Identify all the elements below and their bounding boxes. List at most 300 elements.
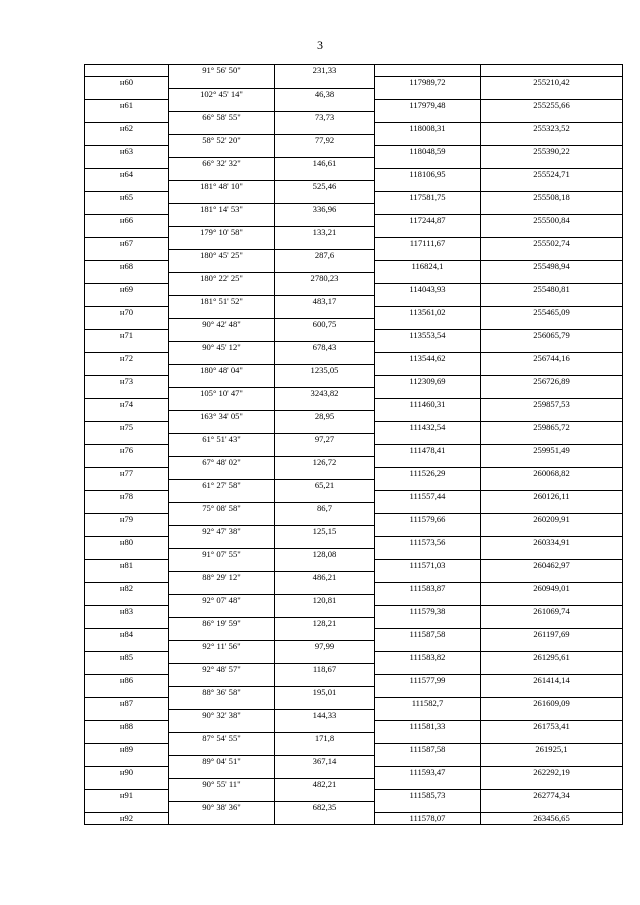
y-coordinate-cell: 262292,19: [481, 767, 623, 779]
length-cell: 120,81: [275, 594, 375, 606]
empty-cell: [375, 640, 481, 652]
empty-cell: [275, 307, 375, 319]
empty-cell: [275, 537, 375, 549]
empty-cell: [481, 157, 623, 169]
angle-cell: 163° 34' 05": [169, 410, 275, 422]
empty-cell: [85, 617, 169, 629]
table-row-side: [85, 548, 623, 560]
empty-cell: [481, 111, 623, 123]
length-cell: 600,75: [275, 318, 375, 330]
angle-cell: 88° 29' 12": [169, 571, 275, 583]
empty-cell: [169, 307, 275, 319]
angle-cell: 92° 07' 48": [169, 594, 275, 606]
empty-cell: [85, 134, 169, 146]
angle-cell: 179° 10' 58": [169, 226, 275, 238]
empty-cell: [275, 376, 375, 388]
empty-cell: [275, 583, 375, 595]
angle-cell: 91° 56' 50": [169, 65, 275, 77]
angle-cell: 91° 07' 55": [169, 548, 275, 560]
empty-cell: [169, 146, 275, 158]
empty-cell: [85, 364, 169, 376]
x-coordinate-cell: 111581,33: [375, 721, 481, 733]
empty-cell: [275, 445, 375, 457]
empty-cell: [275, 698, 375, 710]
empty-cell: [375, 111, 481, 123]
length-cell: 287,6: [275, 249, 375, 261]
table-row-side: [85, 364, 623, 376]
point-name-cell: н64: [85, 169, 169, 181]
point-name-cell: н84: [85, 629, 169, 641]
point-name-cell: н79: [85, 514, 169, 526]
table-row-point: [85, 284, 623, 296]
empty-cell: [275, 721, 375, 733]
empty-cell: [85, 295, 169, 307]
point-name-cell: н83: [85, 606, 169, 618]
length-cell: 482,21: [275, 778, 375, 790]
coordinates-table-body: [85, 65, 623, 825]
empty-cell: [169, 468, 275, 480]
length-cell: 3243,82: [275, 387, 375, 399]
empty-cell: [275, 77, 375, 89]
y-coordinate-cell: 261197,69: [481, 629, 623, 641]
table-row-point: [85, 215, 623, 227]
empty-cell: [169, 675, 275, 687]
empty-cell: [481, 548, 623, 560]
point-name-cell: н74: [85, 399, 169, 411]
table-row-side: [85, 410, 623, 422]
empty-cell: [275, 790, 375, 802]
empty-cell: [375, 801, 481, 813]
empty-cell: [375, 65, 481, 77]
empty-cell: [169, 399, 275, 411]
empty-cell: [481, 778, 623, 790]
table-row-side: [85, 249, 623, 261]
length-cell: 65,21: [275, 479, 375, 491]
empty-cell: [169, 560, 275, 572]
x-coordinate-cell: 117244,87: [375, 215, 481, 227]
empty-cell: [169, 169, 275, 181]
length-cell: 195,01: [275, 686, 375, 698]
empty-cell: [275, 169, 375, 181]
point-name-cell: н86: [85, 675, 169, 687]
empty-cell: [85, 180, 169, 192]
empty-cell: [275, 652, 375, 664]
empty-cell: [85, 249, 169, 261]
length-cell: 126,72: [275, 456, 375, 468]
empty-cell: [85, 548, 169, 560]
empty-cell: [481, 203, 623, 215]
x-coordinate-cell: 111579,38: [375, 606, 481, 618]
empty-cell: [375, 387, 481, 399]
empty-cell: [481, 732, 623, 744]
empty-cell: [85, 272, 169, 284]
empty-cell: [169, 629, 275, 641]
empty-cell: [481, 341, 623, 353]
angle-cell: 90° 38' 36": [169, 801, 275, 813]
angle-cell: 66° 58' 55": [169, 111, 275, 123]
angle-cell: 90° 32' 38": [169, 709, 275, 721]
length-cell: 128,21: [275, 617, 375, 629]
y-coordinate-cell: 261609,09: [481, 698, 623, 710]
empty-cell: [481, 502, 623, 514]
empty-cell: [85, 456, 169, 468]
y-coordinate-cell: 261925,1: [481, 744, 623, 756]
x-coordinate-cell: 111573,56: [375, 537, 481, 549]
x-coordinate-cell: 111577,99: [375, 675, 481, 687]
empty-cell: [275, 238, 375, 250]
empty-cell: [481, 617, 623, 629]
table-row-point: [85, 583, 623, 595]
angle-cell: 90° 42' 48": [169, 318, 275, 330]
empty-cell: [481, 65, 623, 77]
table-row-side: [85, 318, 623, 330]
empty-cell: [375, 663, 481, 675]
y-coordinate-cell: 259865,72: [481, 422, 623, 434]
empty-cell: [85, 410, 169, 422]
point-name-cell: н91: [85, 790, 169, 802]
length-cell: 118,67: [275, 663, 375, 675]
empty-cell: [85, 226, 169, 238]
angle-cell: 61° 51' 43": [169, 433, 275, 445]
x-coordinate-cell: 117581,75: [375, 192, 481, 204]
table-row-side: [85, 157, 623, 169]
point-name-cell: н69: [85, 284, 169, 296]
table-row-side: [85, 732, 623, 744]
length-cell: 336,96: [275, 203, 375, 215]
point-name-cell: н70: [85, 307, 169, 319]
table-row-point: [85, 767, 623, 779]
point-name-cell: н78: [85, 491, 169, 503]
empty-cell: [169, 238, 275, 250]
x-coordinate-cell: 111593,47: [375, 767, 481, 779]
length-cell: 678,43: [275, 341, 375, 353]
table-row-point: [85, 445, 623, 457]
angle-cell: 102° 45' 14": [169, 88, 275, 100]
x-coordinate-cell: 113553,54: [375, 330, 481, 342]
angle-cell: 92° 11' 56": [169, 640, 275, 652]
y-coordinate-cell: 256065,79: [481, 330, 623, 342]
table-row-point: [85, 261, 623, 273]
empty-cell: [375, 134, 481, 146]
x-coordinate-cell: 118048,59: [375, 146, 481, 158]
empty-cell: [169, 606, 275, 618]
empty-cell: [375, 410, 481, 422]
empty-cell: [481, 755, 623, 767]
empty-cell: [169, 215, 275, 227]
empty-cell: [275, 468, 375, 480]
table-row-side: [85, 663, 623, 675]
empty-cell: [169, 353, 275, 365]
empty-cell: [275, 606, 375, 618]
y-coordinate-cell: 260949,01: [481, 583, 623, 595]
empty-cell: [481, 433, 623, 445]
empty-cell: [375, 249, 481, 261]
empty-cell: [85, 433, 169, 445]
empty-cell: [169, 652, 275, 664]
table-row-point: [85, 376, 623, 388]
x-coordinate-cell: 114043,93: [375, 284, 481, 296]
empty-cell: [375, 755, 481, 767]
empty-cell: [481, 709, 623, 721]
empty-cell: [169, 744, 275, 756]
table-row-side: [85, 433, 623, 445]
empty-cell: [169, 422, 275, 434]
length-cell: 486,21: [275, 571, 375, 583]
y-coordinate-cell: 255500,84: [481, 215, 623, 227]
empty-cell: [375, 180, 481, 192]
length-cell: 133,21: [275, 226, 375, 238]
empty-cell: [85, 709, 169, 721]
point-name-cell: н68: [85, 261, 169, 273]
table-row-point: [85, 146, 623, 158]
angle-cell: 58° 52' 20": [169, 134, 275, 146]
table-row-side: [85, 686, 623, 698]
x-coordinate-cell: 111578,07: [375, 813, 481, 825]
empty-cell: [275, 146, 375, 158]
empty-cell: [275, 399, 375, 411]
table-row-side: [85, 709, 623, 721]
empty-cell: [85, 778, 169, 790]
empty-cell: [169, 261, 275, 273]
point-name-cell: н67: [85, 238, 169, 250]
y-coordinate-cell: 255498,94: [481, 261, 623, 273]
table-row-point: [85, 790, 623, 802]
length-cell: 125,15: [275, 525, 375, 537]
empty-cell: [375, 341, 481, 353]
angle-cell: 67° 48' 02": [169, 456, 275, 468]
x-coordinate-cell: 113561,02: [375, 307, 481, 319]
point-name-cell: н80: [85, 537, 169, 549]
empty-cell: [481, 134, 623, 146]
point-name-cell: н90: [85, 767, 169, 779]
empty-cell: [169, 721, 275, 733]
x-coordinate-cell: 111587,58: [375, 744, 481, 756]
y-coordinate-cell: 259951,49: [481, 445, 623, 457]
length-cell: 1235,05: [275, 364, 375, 376]
point-name-cell: н66: [85, 215, 169, 227]
empty-cell: [275, 284, 375, 296]
table-row-side: [85, 456, 623, 468]
table-row-point: [85, 675, 623, 687]
empty-cell: [375, 88, 481, 100]
x-coordinate-cell: 118008,31: [375, 123, 481, 135]
y-coordinate-cell: 255502,74: [481, 238, 623, 250]
angle-cell: 86° 19' 59": [169, 617, 275, 629]
table-row-point: [85, 238, 623, 250]
empty-cell: [275, 744, 375, 756]
x-coordinate-cell: 111432,54: [375, 422, 481, 434]
empty-cell: [275, 813, 375, 825]
x-coordinate-cell: 111571,03: [375, 560, 481, 572]
angle-cell: 90° 55' 11": [169, 778, 275, 790]
angle-cell: 61° 27' 58": [169, 479, 275, 491]
point-name-cell: н60: [85, 77, 169, 89]
empty-cell: [375, 479, 481, 491]
empty-cell: [85, 571, 169, 583]
coordinates-table: [84, 64, 623, 825]
empty-cell: [169, 376, 275, 388]
table-row-point: [85, 330, 623, 342]
empty-cell: [275, 514, 375, 526]
table-row-point: [85, 813, 623, 825]
table-row-point: [85, 192, 623, 204]
empty-cell: [275, 422, 375, 434]
angle-cell: 181° 48' 10": [169, 180, 275, 192]
point-name-cell: н72: [85, 353, 169, 365]
y-coordinate-cell: 261295,61: [481, 652, 623, 664]
length-cell: 2780,23: [275, 272, 375, 284]
table-row-side: [85, 594, 623, 606]
x-coordinate-cell: 111460,31: [375, 399, 481, 411]
empty-cell: [481, 801, 623, 813]
empty-cell: [375, 318, 481, 330]
length-cell: 682,35: [275, 801, 375, 813]
table-row-side: [85, 479, 623, 491]
angle-cell: 180° 22' 25": [169, 272, 275, 284]
table-row-side: [85, 387, 623, 399]
table-row-side: [85, 111, 623, 123]
x-coordinate-cell: 116824,1: [375, 261, 481, 273]
point-name-cell: н76: [85, 445, 169, 457]
x-coordinate-cell: 111582,7: [375, 698, 481, 710]
y-coordinate-cell: 255323,52: [481, 123, 623, 135]
empty-cell: [375, 525, 481, 537]
empty-cell: [375, 778, 481, 790]
empty-cell: [85, 318, 169, 330]
y-coordinate-cell: 261753,41: [481, 721, 623, 733]
empty-cell: [85, 755, 169, 767]
angle-cell: 92° 47' 38": [169, 525, 275, 537]
empty-cell: [85, 502, 169, 514]
table-row-point: [85, 100, 623, 112]
point-name-cell: н82: [85, 583, 169, 595]
table-row-point: [85, 422, 623, 434]
x-coordinate-cell: 111526,29: [375, 468, 481, 480]
empty-cell: [169, 813, 275, 825]
y-coordinate-cell: 260126,11: [481, 491, 623, 503]
empty-cell: [275, 192, 375, 204]
empty-cell: [481, 525, 623, 537]
empty-cell: [169, 767, 275, 779]
empty-cell: [375, 571, 481, 583]
empty-cell: [85, 88, 169, 100]
y-coordinate-cell: 260068,82: [481, 468, 623, 480]
table-row-side: [85, 801, 623, 813]
point-name-cell: н75: [85, 422, 169, 434]
empty-cell: [275, 491, 375, 503]
y-coordinate-cell: 255524,71: [481, 169, 623, 181]
table-row-point: [85, 698, 623, 710]
length-cell: 73,73: [275, 111, 375, 123]
x-coordinate-cell: 118106,95: [375, 169, 481, 181]
empty-cell: [275, 560, 375, 572]
empty-cell: [85, 65, 169, 77]
empty-cell: [375, 548, 481, 560]
x-coordinate-cell: 111587,58: [375, 629, 481, 641]
y-coordinate-cell: 261069,74: [481, 606, 623, 618]
empty-cell: [169, 123, 275, 135]
table-row-side: [85, 88, 623, 100]
empty-cell: [169, 514, 275, 526]
y-coordinate-cell: 256726,89: [481, 376, 623, 388]
empty-cell: [481, 594, 623, 606]
table-row-side: [85, 571, 623, 583]
point-name-cell: н63: [85, 146, 169, 158]
table-row-side: [85, 226, 623, 238]
empty-cell: [275, 629, 375, 641]
length-cell: 525,46: [275, 180, 375, 192]
point-name-cell: н65: [85, 192, 169, 204]
empty-cell: [169, 284, 275, 296]
empty-cell: [275, 215, 375, 227]
table-row-point: [85, 629, 623, 641]
y-coordinate-cell: 255390,22: [481, 146, 623, 158]
y-coordinate-cell: 261414,14: [481, 675, 623, 687]
length-cell: 97,27: [275, 433, 375, 445]
empty-cell: [481, 640, 623, 652]
x-coordinate-cell: 111583,82: [375, 652, 481, 664]
empty-cell: [275, 330, 375, 342]
x-coordinate-cell: 111583,87: [375, 583, 481, 595]
angle-cell: 180° 48' 04": [169, 364, 275, 376]
angle-cell: 92° 48' 57": [169, 663, 275, 675]
y-coordinate-cell: 263456,65: [481, 813, 623, 825]
table-row-point: [85, 606, 623, 618]
table-row-side: [85, 755, 623, 767]
empty-cell: [481, 686, 623, 698]
table-row-side: [85, 203, 623, 215]
table-row-point: [85, 721, 623, 733]
empty-cell: [275, 675, 375, 687]
empty-cell: [375, 272, 481, 284]
length-cell: 46,38: [275, 88, 375, 100]
x-coordinate-cell: 111478,41: [375, 445, 481, 457]
table-row-point: [85, 491, 623, 503]
empty-cell: [85, 111, 169, 123]
table-row-point: [85, 468, 623, 480]
length-cell: 367,14: [275, 755, 375, 767]
point-name-cell: н62: [85, 123, 169, 135]
table-row-side: [85, 65, 623, 77]
empty-cell: [169, 330, 275, 342]
length-cell: 77,92: [275, 134, 375, 146]
empty-cell: [375, 502, 481, 514]
x-coordinate-cell: 111557,44: [375, 491, 481, 503]
length-cell: 28,95: [275, 410, 375, 422]
table-row-point: [85, 399, 623, 411]
x-coordinate-cell: 112309,69: [375, 376, 481, 388]
table-row-point: [85, 169, 623, 181]
table-row-point: [85, 537, 623, 549]
empty-cell: [275, 261, 375, 273]
table-row-side: [85, 502, 623, 514]
empty-cell: [375, 594, 481, 606]
length-cell: 86,7: [275, 502, 375, 514]
empty-cell: [85, 594, 169, 606]
empty-cell: [169, 698, 275, 710]
length-cell: 483,17: [275, 295, 375, 307]
length-cell: 144,33: [275, 709, 375, 721]
empty-cell: [375, 226, 481, 238]
empty-cell: [85, 525, 169, 537]
table-row-point: [85, 307, 623, 319]
y-coordinate-cell: 260209,91: [481, 514, 623, 526]
table-row-point: [85, 744, 623, 756]
empty-cell: [85, 663, 169, 675]
point-name-cell: н81: [85, 560, 169, 572]
angle-cell: 181° 14' 53": [169, 203, 275, 215]
empty-cell: [169, 790, 275, 802]
